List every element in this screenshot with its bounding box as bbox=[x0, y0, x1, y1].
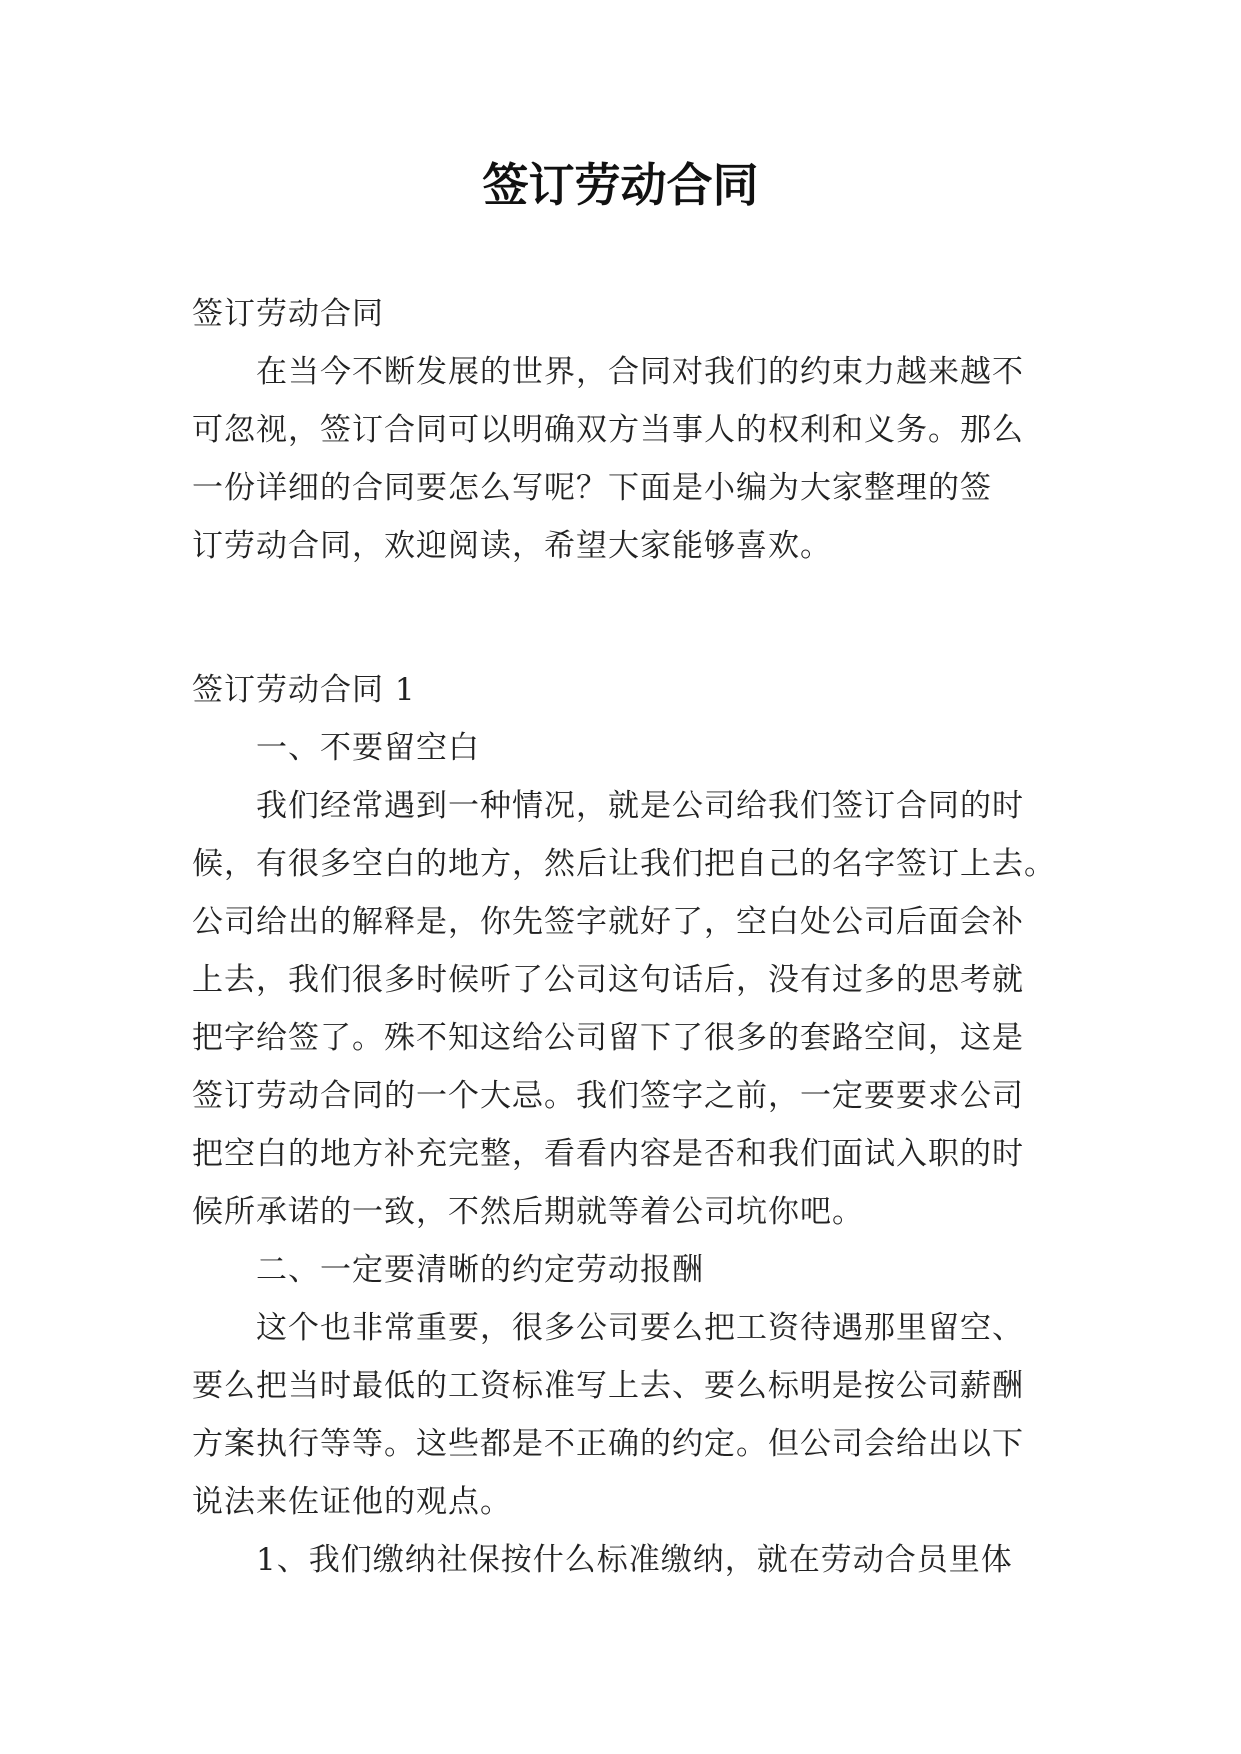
intro-line: 一份详细的合同要怎么写呢？下面是小编为大家整理的签 bbox=[192, 470, 992, 506]
document-title: 签订劳动合同 bbox=[482, 158, 759, 212]
body-line: 说法来佐证他的观点。 bbox=[192, 1484, 512, 1520]
intro-line: 订劳动合同，欢迎阅读，希望大家能够喜欢。 bbox=[192, 528, 832, 564]
paragraph-gap bbox=[192, 633, 1052, 661]
intro-line: 在当今不断发展的世界，合同对我们的约束力越来越不 bbox=[256, 354, 1024, 390]
body-line: 把空白的地方补充完整，看看内容是否和我们面试入职的时 bbox=[192, 1136, 1024, 1172]
intro-line: 可忽视，签订合同可以明确双方当事人的权利和义务。那么 bbox=[192, 412, 1024, 448]
body-line: 公司给出的解释是，你先签字就好了，空白处公司后面会补 bbox=[192, 904, 1024, 940]
body-line: 要么把当时最低的工资标准写上去、要么标明是按公司薪酬 bbox=[192, 1368, 1024, 1404]
paragraph-gap bbox=[192, 575, 1052, 633]
body-line: 把字给签了。殊不知这给公司留下了很多的套路空间，这是 bbox=[192, 1020, 1024, 1056]
body-line: 我们经常遇到一种情况，就是公司给我们签订合同的时 bbox=[256, 788, 1024, 824]
body-line: 签订劳动合同的一个大忌。我们签字之前，一定要要求公司 bbox=[192, 1078, 1024, 1114]
body-line: 这个也非常重要，很多公司要么把工资待遇那里留空、 bbox=[256, 1310, 1024, 1346]
point-heading: 一、不要留空白 bbox=[256, 730, 480, 766]
subtitle: 签订劳动合同 bbox=[192, 296, 384, 332]
body-line: 候所承诺的一致，不然后期就等着公司坑你吧。 bbox=[192, 1194, 864, 1230]
body-line: 上去，我们很多时候听了公司这句话后，没有过多的思考就 bbox=[192, 962, 1024, 998]
body-line: 候，有很多空白的地方，然后让我们把自己的名字签订上去。 bbox=[192, 846, 1056, 882]
point-heading: 二、一定要清晰的约定劳动报酬 bbox=[256, 1252, 704, 1288]
section-heading: 签订劳动合同 1 bbox=[192, 672, 416, 708]
list-item: 1、我们缴纳社保按什么标准缴纳，就在劳动合员里体 bbox=[256, 1542, 1013, 1578]
body-line: 方案执行等等。这些都是不正确的约定。但公司会给出以下 bbox=[192, 1426, 1024, 1462]
document-body bbox=[192, 285, 1056, 1589]
